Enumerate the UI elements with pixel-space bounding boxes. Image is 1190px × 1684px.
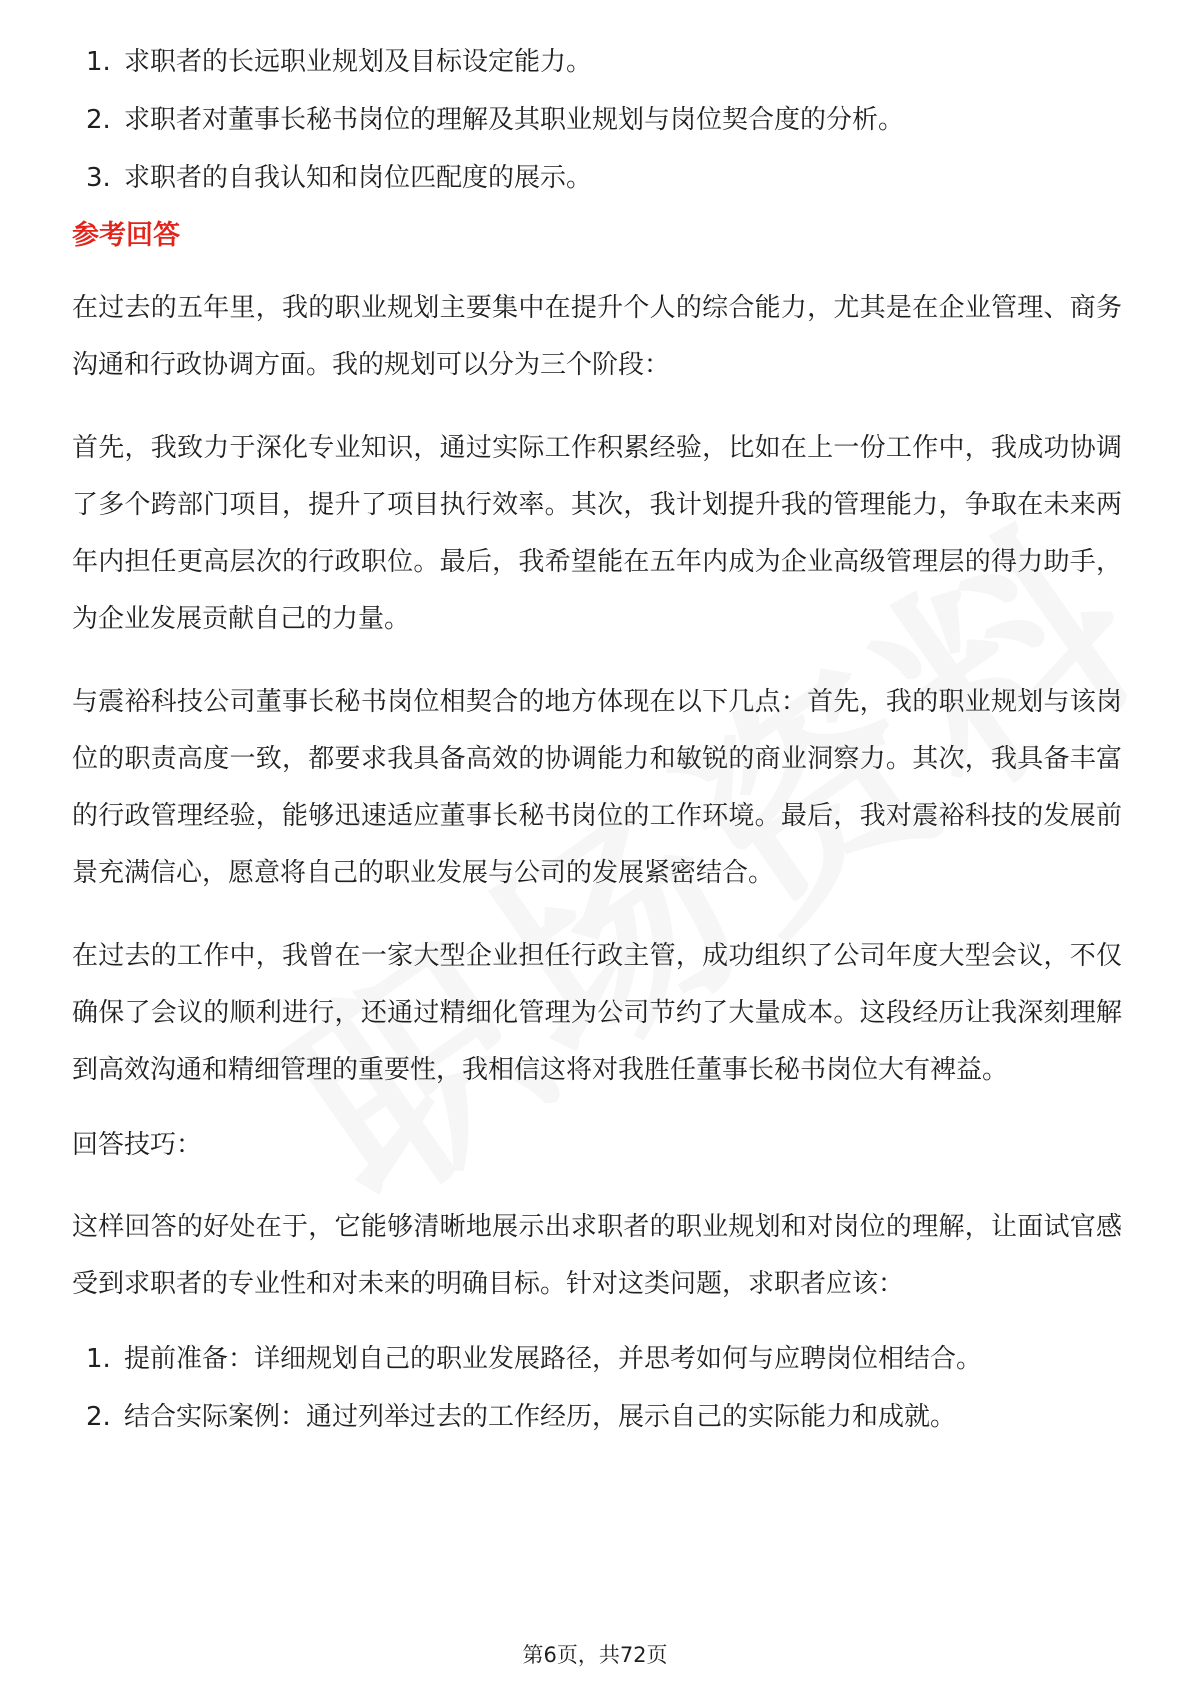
answer-paragraph: 在过去的五年里，我的职业规划主要集中在提升个人的综合能力，尤其是在企业管理、商务沟通和行政协调方面。我的规划可以分为三个阶段： xyxy=(72,293,1122,380)
page-number-footer: 第6页，共72页 xyxy=(522,1643,668,1667)
list-item xyxy=(72,158,1122,198)
list-item-number: 1. xyxy=(86,47,111,77)
list-item-text: 求职者的长远职业规划及目标设定能力。 xyxy=(124,47,593,77)
list-item-text: 结合实际案例：通过列举过去的工作经历，展示自己的实际能力和成就。 xyxy=(124,1402,957,1432)
answer-paragraph: 与震裕科技公司董事长秘书岗位相契合的地方体现在以下几点：首先，我的职业规划与该岗位的职责高度一致，都要求我具备高效的协调能力和敏锐的商业洞察力。其次，我具备丰富的行政管理经验，能够迅速适应董事长秘书岗位的工作环境。最后，我对震裕科技的发展前景充满信心，愿意将自己的职业发展与公司的发展紧密结合。 xyxy=(72,687,1122,888)
list-item-text: 求职者对董事长秘书岗位的理解及其职业规划与岗位契合度的分析。 xyxy=(124,105,905,135)
tips-list xyxy=(72,1339,1122,1437)
answer-paragraph: 首先，我致力于深化专业知识，通过实际工作积累经验，比如在上一份工作中，我成功协调了多个跨部门项目，提升了项目执行效率。其次，我计划提升我的管理能力，争取在未来两年内担任更高层次的行政职位。最后，我希望能在五年内成为企业高级管理层的得力助手，为企业发展贡献自己的力量。 xyxy=(72,433,1122,634)
list-item-number: 3. xyxy=(86,163,111,193)
list-item xyxy=(72,100,1122,140)
list-item-number: 1. xyxy=(86,1344,111,1374)
list-item-number: 2. xyxy=(86,1402,111,1432)
tips-label: 回答技巧： xyxy=(72,1130,203,1160)
answer-paragraph: 在过去的工作中，我曾在一家大型企业担任行政主管，成功组织了公司年度大型会议，不仅确保了会议的顺利进行，还通过精细化管理为公司节约了大量成本。这段经历让我深刻理解到高效沟通和精细管理的重要性，我相信这将对我胜任董事长秘书岗位大有裨益。 xyxy=(72,941,1122,1085)
list-item-text: 求职者的自我认知和岗位匹配度的展示。 xyxy=(124,163,593,193)
section-title-reference-answer: 参考回答 xyxy=(72,220,180,251)
list-item-number: 2. xyxy=(86,105,111,135)
list-item xyxy=(72,1397,1122,1437)
page-content xyxy=(72,42,1122,1455)
evaluation-points-list xyxy=(72,42,1122,198)
list-item xyxy=(72,42,1122,82)
tips-paragraph: 这样回答的好处在于，它能够清晰地展示出求职者的职业规划和对岗位的理解，让面试官感受到求职者的专业性和对未来的明确目标。针对这类问题，求职者应该： xyxy=(72,1212,1122,1299)
list-item xyxy=(72,1339,1122,1379)
list-item-text: 提前准备：详细规划自己的职业发展路径，并思考如何与应聘岗位相结合。 xyxy=(124,1344,983,1374)
